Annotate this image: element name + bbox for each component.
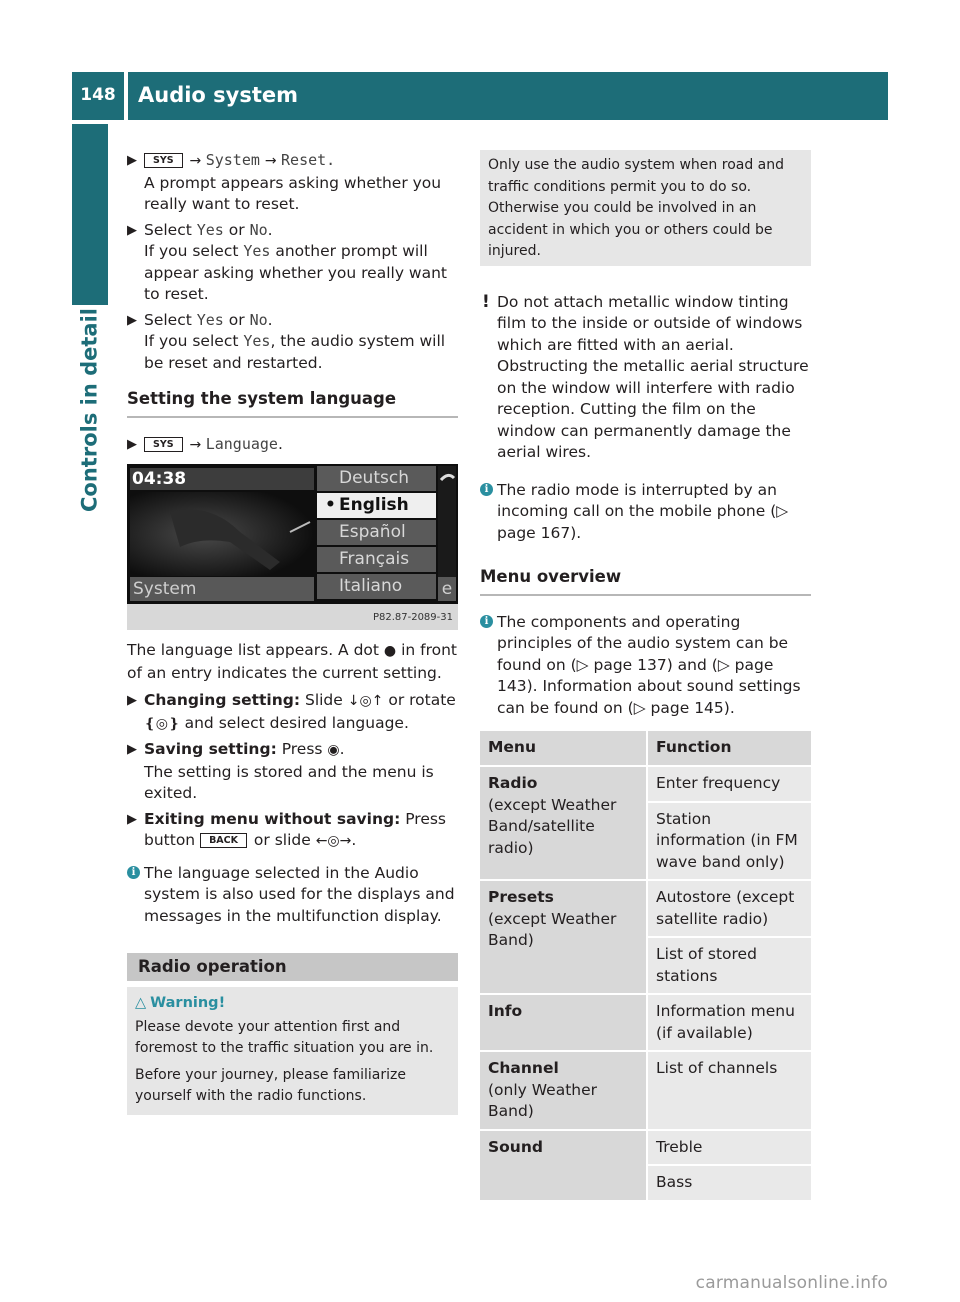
info-icon: i — [480, 483, 493, 496]
dot-icon: ● — [383, 643, 397, 659]
menu-name: Radio — [488, 774, 538, 792]
step-arrow-icon: ▶ — [127, 742, 137, 757]
warning-triangle-icon: △ — [135, 995, 147, 1011]
step-text: Select — [144, 310, 197, 329]
function-cell: Bass — [646, 1166, 811, 1202]
option-yes: Yes — [196, 310, 224, 329]
option-no: No — [249, 310, 268, 329]
step-text: Press — [276, 740, 328, 758]
step-text: . — [267, 310, 273, 329]
step-label: Exiting menu without saving: — [144, 809, 401, 828]
step-label: Saving setting: — [144, 740, 277, 758]
menu-name: Channel — [488, 1059, 559, 1077]
info-text: The components and operating principles of the audio system can be found on (▷ page 137) and (▷ page 143). Information about sound settings can be found on (▷ page 145). — [497, 612, 801, 717]
step-text: and select desired language. — [179, 713, 409, 732]
side-label: Controls in detail — [77, 308, 102, 512]
step-select-yes-no-1 — [127, 220, 458, 306]
watermark: carmanualsonline.info — [695, 1272, 888, 1293]
sys-key-icon: SYS — [144, 153, 183, 168]
table-row — [480, 995, 811, 1052]
controller-rotate-icon: ❴◎❵ — [144, 715, 180, 732]
arrow-right-icon: → — [264, 153, 282, 169]
controller-slide-icon: ↓◎↑ — [347, 693, 384, 709]
page-number: 148 — [72, 72, 124, 120]
warning-text: Please devote your attention first and foremost to the traffic situation you are in. — [135, 1018, 434, 1056]
menu-overview-table — [480, 731, 811, 1202]
step-arrow-icon: ▶ — [127, 222, 137, 238]
exclamation-icon: ! — [482, 291, 490, 312]
wrench-graphic-icon — [130, 492, 314, 576]
step-text: . — [277, 434, 283, 453]
menu-cell — [480, 1052, 646, 1131]
step-arrow-icon: ▶ — [127, 811, 137, 827]
step-text: or rotate — [383, 691, 456, 709]
table-row — [480, 1131, 811, 1167]
menu-path-system: System — [205, 151, 260, 169]
step-text: Slide — [300, 691, 348, 709]
step-text: If you select — [144, 332, 244, 350]
menu-cell — [480, 1131, 646, 1202]
info-icon: i — [480, 615, 493, 628]
step-text: If you select — [144, 242, 244, 260]
info-text: The radio mode is interrupted by an incoming call on the mobile phone (▷ page 167). — [497, 480, 789, 542]
step-body: The setting is stored and the menu is exited. — [144, 762, 434, 802]
menu-note: (only Weather Band) — [488, 1080, 598, 1120]
menu-path-reset: Reset. — [281, 151, 336, 169]
language-list — [317, 466, 436, 601]
language-label: Italiano — [339, 576, 403, 596]
function-cell: Station information (in FM wave band only) — [646, 803, 811, 882]
table-row — [480, 881, 811, 938]
step-label: Changing setting: — [144, 691, 301, 709]
text: in front of an entry indicates the current setting. — [127, 641, 457, 682]
back-key-icon: BACK — [200, 833, 247, 848]
language-label: Deutsch — [339, 468, 409, 488]
warning-box — [127, 987, 458, 1115]
step-exiting-menu — [127, 809, 458, 853]
function-cell: Autostore (except satellite radio) — [646, 881, 811, 938]
selected-dot-icon: • — [325, 495, 336, 515]
left-column — [127, 150, 458, 1115]
info-note-language — [127, 863, 458, 928]
menu-cell — [480, 995, 646, 1052]
info-text: The language selected in the Audio system is also used for the displays and messages in the multifunction display. — [144, 863, 455, 925]
language-option[interactable] — [317, 574, 436, 599]
table-header-function: Function — [646, 731, 811, 767]
step-select-yes-no-2 — [127, 310, 458, 375]
table-header-row — [480, 731, 811, 767]
step-text: Select — [144, 220, 197, 239]
option-yes: Yes — [196, 220, 224, 239]
step-text: or slide — [249, 831, 316, 849]
warning-text: Before your journey, please familiarize yourself with the radio functions. — [135, 1066, 406, 1104]
menu-note: (except Weather Band/satellite radio) — [488, 795, 617, 857]
menu-cell — [480, 881, 646, 995]
section-heading-language: Setting the system language — [127, 388, 458, 418]
menu-cell — [480, 767, 646, 881]
section-heading-radio: Radio operation — [127, 953, 458, 981]
section-heading-menu-overview: Menu overview — [480, 566, 811, 596]
chapter-title: Audio system — [128, 72, 888, 120]
option-yes: Yes — [243, 242, 271, 260]
edge-label: e — [438, 577, 456, 601]
controller-press-icon: ◉ — [327, 742, 340, 758]
menu-name: Presets — [488, 888, 554, 906]
display-screen — [127, 464, 458, 604]
info-note-components — [480, 612, 811, 720]
notice-text: Do not attach metallic window tinting film to the inside or outside of windows which are fitted with an aerial. Obstructing the metallic aerial structure on the window will interfere with radio reception. Cutting the film on the window can permanently damage the aerial wires. — [497, 292, 809, 461]
right-column — [480, 150, 811, 1202]
arrow-right-icon: → — [189, 436, 206, 453]
menu-name: Info — [488, 1002, 523, 1020]
function-cell: Information menu (if available) — [646, 995, 811, 1052]
language-label: Español — [339, 522, 406, 542]
step-arrow-icon: ▶ — [127, 153, 137, 168]
sys-key-icon: SYS — [144, 437, 183, 452]
table-row — [480, 767, 811, 803]
step-text: Press button — [144, 809, 447, 849]
menu-note: (except Weather Band) — [488, 909, 617, 949]
option-no: No — [249, 220, 268, 239]
language-screenshot — [127, 464, 458, 630]
function-cell: List of stored stations — [646, 938, 811, 995]
step-body: , the audio system will be reset and restarted. — [144, 332, 446, 372]
paragraph-language-list — [127, 640, 458, 684]
info-note-radio — [480, 480, 811, 545]
figure-code: P82.87-2089-31 — [372, 611, 453, 623]
step-arrow-icon: ▶ — [127, 693, 137, 708]
option-yes: Yes — [243, 332, 271, 350]
arrow-right-icon: → — [189, 153, 206, 169]
function-cell: Treble — [646, 1131, 811, 1167]
menu-path-language: Language — [205, 434, 278, 453]
function-cell: Enter frequency — [646, 767, 811, 803]
menu-name: Sound — [488, 1137, 543, 1156]
step-text: or — [223, 310, 250, 329]
system-label: System — [130, 577, 314, 601]
text: The language list appears. A dot — [127, 641, 384, 659]
step-arrow-icon: ▶ — [127, 436, 137, 452]
clock-display: 04:38 — [130, 468, 314, 490]
table-header-menu: Menu — [480, 731, 646, 767]
warning-title: △ Warning! — [135, 993, 450, 1015]
language-label: Français — [339, 549, 410, 569]
step-body: another prompt will appear asking whether you really want to reset. — [144, 242, 447, 303]
language-option[interactable] — [317, 493, 436, 518]
step-saving-setting: ▶ Saving setting: Press ◉. The setting is stored and the menu is exited. — [127, 740, 434, 802]
side-tab — [72, 124, 108, 305]
step-text: or — [223, 220, 250, 239]
notice-tinting-film — [480, 292, 811, 464]
step-reset — [127, 150, 458, 216]
warning-continuation-box — [480, 150, 811, 266]
step-arrow-icon: ▶ — [127, 312, 137, 328]
step-body: A prompt appears asking whether you really want to reset. — [144, 173, 442, 213]
step-text: . — [351, 831, 357, 849]
function-cell: List of channels — [646, 1052, 811, 1131]
step-text: . — [267, 220, 273, 239]
language-option[interactable] — [317, 520, 436, 545]
table-row — [480, 1052, 811, 1131]
info-icon: i — [127, 866, 140, 879]
controller-slide-lr-icon: ←◎→ — [315, 833, 352, 849]
step-changing-setting — [127, 690, 458, 735]
step-language — [127, 434, 458, 457]
language-option[interactable] — [317, 547, 436, 572]
language-label: English — [339, 495, 409, 515]
language-option[interactable] — [317, 466, 436, 491]
warning-text: Only use the audio system when road and traffic conditions permit you to do so. Otherwise you could be involved in an accident in which you or others could be injured. — [488, 157, 785, 259]
